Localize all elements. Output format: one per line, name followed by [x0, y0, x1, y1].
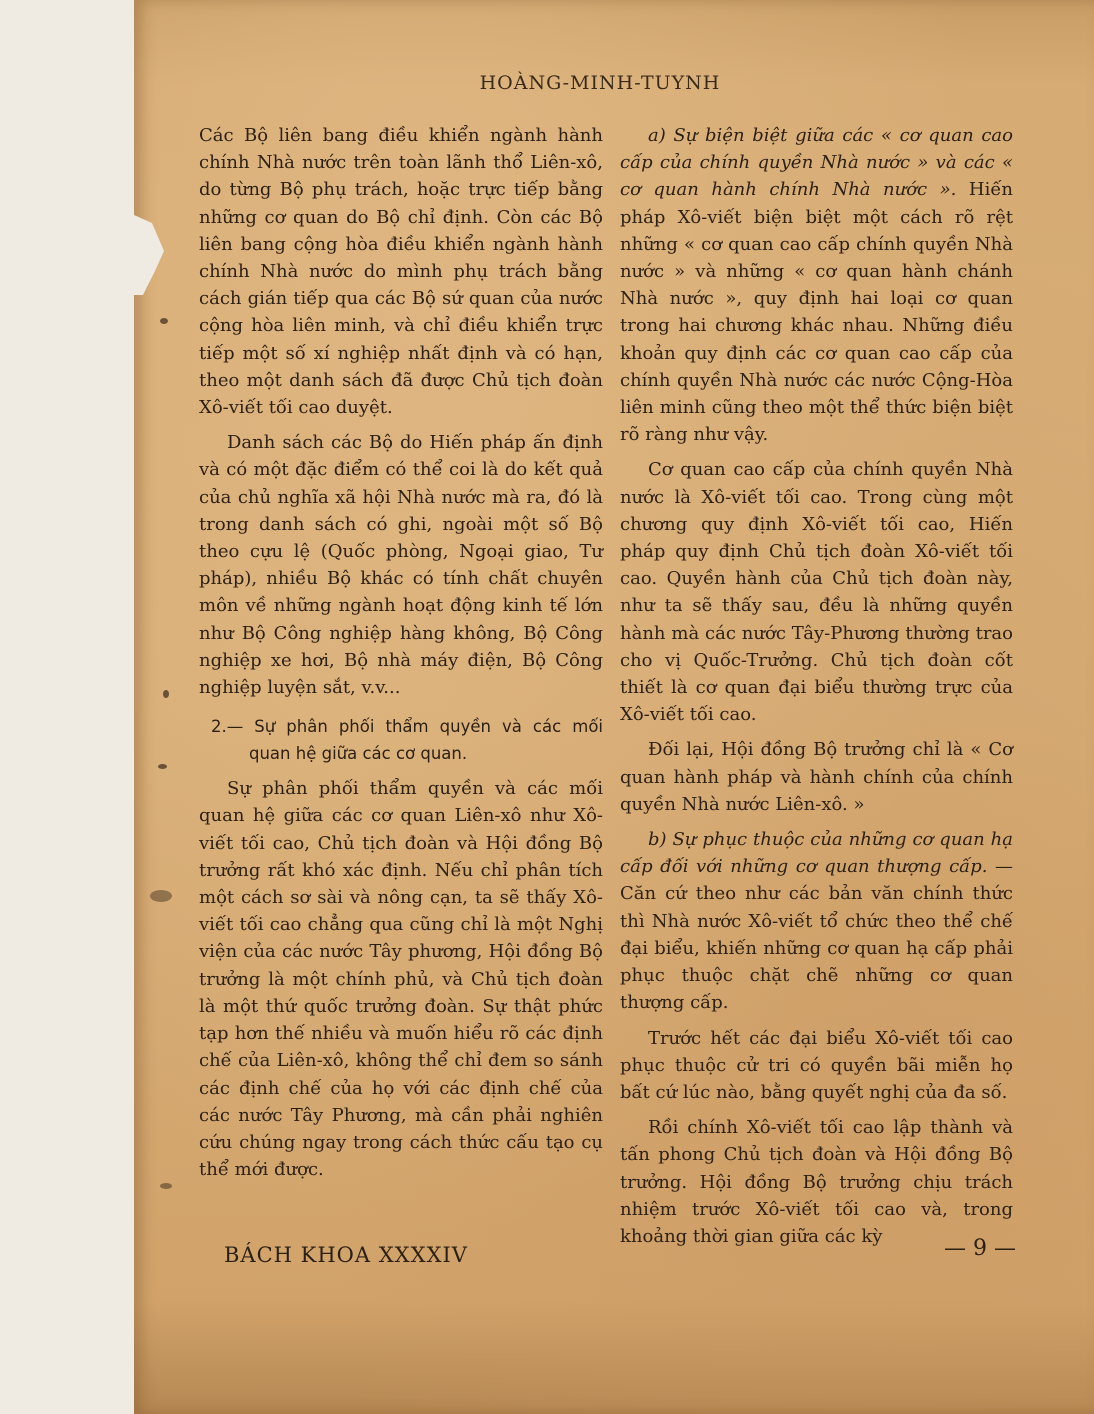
paragraph: Danh sách các Bộ do Hiến pháp ấn định và có một đặc điểm có thể coi là do kết quả của chủ nghĩa xã hội Nhà nước mà ra, đó là trong danh sách có ghi, ngoài một số Bộ theo cựu lệ (Quốc phòng, Ngoại giao, Tư pháp), nhiều Bộ khác có tính chất chuyên môn về những ngành hoạt động kinh tế lớn như Bộ Công nghiệp hàng không, Bộ Công nghiệp xe hơi, Bộ nhà máy điện, Bộ Công nghiệp luyện sắt, v.v...	[199, 432, 603, 699]
ink-speck	[150, 890, 172, 902]
paragraph: Cơ quan cao cấp của chính quyền Nhà nước là Xô-viết tối cao. Trong cùng một chương quy định Xô-viết tối cao, Hiến pháp quy định Chủ tịch đoàn Xô-viết tối cao. Quyền hành của Chủ tịch đoàn này, như ta sẽ thấy sau, đều là những quyền hành mà các nước Tây-Phương thường trao cho vị Quốc-Trưởng. Chủ tịch đoàn cốt thiết là cơ quan đại biểu thường trực của Xô-viết tối cao.	[620, 459, 1013, 726]
paragraph: — Căn cứ theo như các bản văn chính thức thì Nhà nước Xô-viết tổ chức theo thể chế đại biểu, khiến những cơ quan hạ cấp phải phục thuộc chặt chẽ những cơ quan thượng cấp.	[620, 856, 1013, 1014]
left-column	[199, 122, 603, 1191]
ink-speck	[163, 690, 169, 698]
paragraph: Các Bộ liên bang điều khiển ngành hành chính Nhà nước trên toàn lãnh thổ Liên-xô, do từng Bộ phụ trách, hoặc trực tiếp bằng những cơ quan do Bộ chỉ định. Còn các Bộ liên bang cộng hòa điều khiển ngành hành chính Nhà nước do mình phụ trách bằng cách gián tiếp qua các Bộ sứ quan của nước cộng hòa liên minh, và chỉ điều khiển trực tiếp một số xí nghiệp nhất định và có hạn, theo một danh sách đã được Chủ tịch đoàn Xô-viết tối cao duyệt.	[199, 125, 603, 419]
subsection-title: b) Sự phục thuộc của những cơ quan hạ cấp đối với những cơ quan thượng cấp.	[620, 829, 1013, 878]
paragraph: Đối lại, Hội đồng Bộ trưởng chỉ là « Cơ quan hành pháp và hành chính của chính quyền Nhà nước Liên-xô. »	[620, 739, 1013, 815]
right-column	[620, 122, 1013, 1258]
paragraph: Trước hết các đại biểu Xô-viết tối cao phục thuộc cử tri có quyền bãi miễn họ bất cứ lúc nào, bằng quyết nghị của đa số.	[620, 1027, 1013, 1103]
section-heading: 2.— Sự phân phối thẩm quyền và các mối quan hệ giữa các cơ quan.	[211, 717, 603, 764]
running-head: HOÀNG-MINH-TUYNH	[479, 72, 721, 94]
ink-speck	[160, 318, 168, 324]
ink-speck	[160, 1183, 172, 1189]
publication-footer: BÁCH KHOA XXXXIV	[224, 1243, 468, 1267]
page-number: — 9 —	[944, 1236, 1016, 1261]
subsection-title: a) Sự biện biệt giữa các « cơ quan cao cấp của chính quyền Nhà nước » và các « cơ quan hành chính Nhà nước ».	[620, 125, 1013, 201]
paragraph: Sự phân phối thẩm quyền và các mối quan hệ giữa các cơ quan Liên-xô như Xô-viết tối cao, Chủ tịch đoàn và Hội đồng Bộ trưởng rất khó xác định. Nếu chỉ phân tích một cách sơ sài và nông cạn, ta sẽ thấy Xô-viết tối cao chẳng qua cũng chỉ là một Nghị viện của các nước Tây phương, Hội đồng Bộ trưởng là một chính phủ, và Chủ tịch đoàn là một thứ quốc trưởng đoàn. Sự thật phức tạp hơn thế nhiều và muốn hiểu rõ các định chế của Liên-xô, không thể chỉ đem so sánh các định chế của họ với các định chế của các nước Tây Phương, mà cần phải nghiên cứu chúng ngay trong cách thức cấu tạo cụ thể mới được.	[199, 778, 603, 1181]
ink-speck	[158, 764, 167, 769]
paragraph: Hiến pháp Xô-viết biện biệt một cách rõ rệt những « cơ quan cao cấp chính quyền Nhà nước » và những « cơ quan hành chánh Nhà nước », quy định hai loại cơ quan trong hai chương khác nhau. Những điều khoản quy định các cơ quan cao cấp của chính quyền Nhà nước các nước Cộng-Hòa liên minh cũng theo một thể thức biện biệt rõ ràng như vậy.	[620, 179, 1013, 446]
paragraph: Rồi chính Xô-viết tối cao lập thành và tấn phong Chủ tịch đoàn và Hội đồng Bộ trưởng. Hội đồng Bộ trưởng chịu trách nhiệm trước Xô-viết tối cao và, trong khoảng thời gian giữa các kỳ	[620, 1117, 1013, 1247]
